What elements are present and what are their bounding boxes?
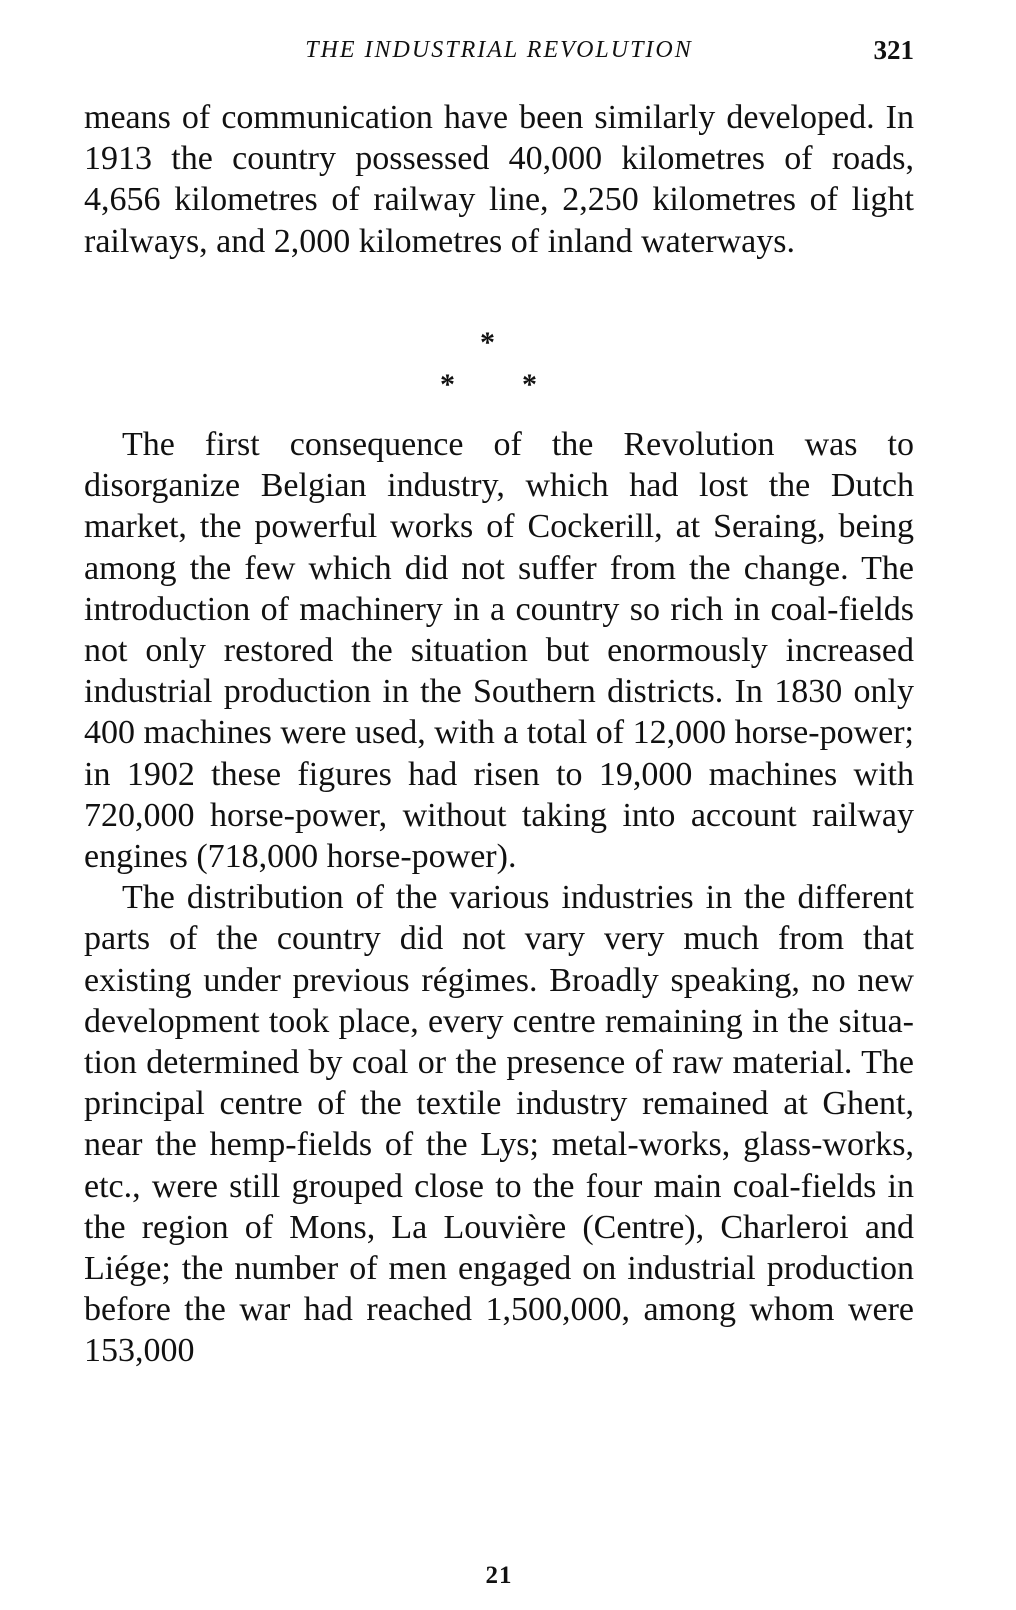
running-title: THE INDUSTRIAL REVOLUTION <box>305 37 693 63</box>
paragraph-block-1 <box>84 97 914 262</box>
paragraph-revolution-consequence: The first consequence of the Revolution was to disorganize Belgian industry, which had lost the Dutch market, the powerful works of Cockerill, at Seraing, being among the few which did not suffer from the change. The introduction of machinery in a country so rich in coal-fields not only restored the situation but enormously increased industrial production in the Southern districts. In 1830 only 400 machines were used, with a total of 12,000 horse-power; in 1902 these figures had risen to 19,000 machines with 720,000 horse-power, without taking into account railway engines (718,000 horse-power). <box>84 426 914 876</box>
signature-mark: 21 <box>485 1562 513 1589</box>
asterism-star-top: * <box>480 326 495 359</box>
asterism-star-left: * <box>440 368 455 401</box>
running-head <box>84 30 914 70</box>
paragraph-industry-distribution: The distribution of the various industries in the different parts of the country did not vary very much from that existing under previous régimes. Broadly speaking, no new development took place, every centre remaining in the situation determined by coal or the presence of raw material. The principal centre of the textile industry remained at Ghent, near the hemp-fields of the Lys; metal-works, glass-works, etc., were still grouped close to the four main coal-fields in the region of Mons, La Louvière (Centre), Charleroi and Liége; the number of men engaged on industrial production before the war had reached 1,500,000, among whom were 153,000 <box>84 879 914 1370</box>
paragraph-communication: means of communication have been similarly developed. In 1913 the country possessed 40,000 kilometres of roads, 4,656 kilometres of railway line, 2,250 kilometres of light railways, and 2,000 kilometres of inland waterways. <box>84 99 914 260</box>
paragraph-block-2 <box>84 424 914 1372</box>
page-number: 321 <box>873 35 914 65</box>
asterism-star-right: * <box>522 368 537 401</box>
section-break-asterism <box>84 318 914 408</box>
